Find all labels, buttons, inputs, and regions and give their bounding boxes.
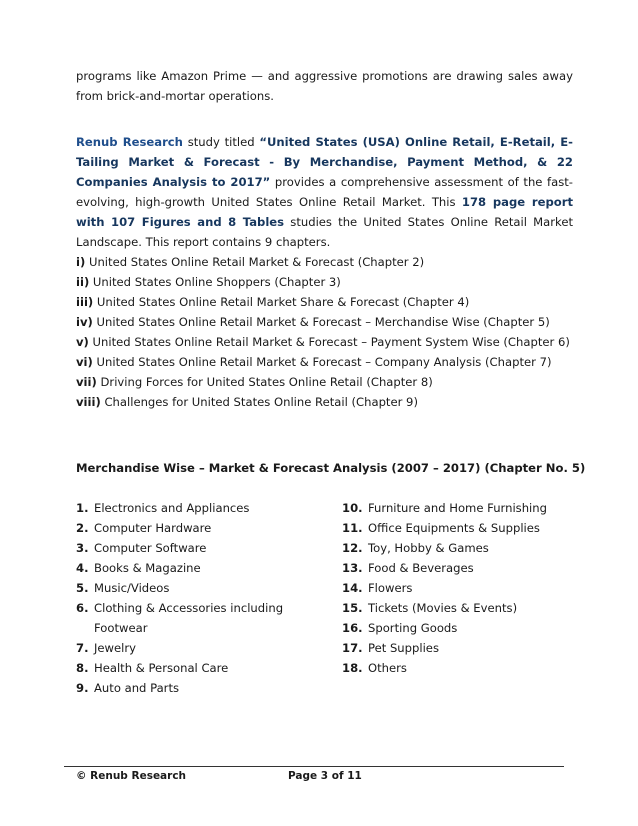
intro-text: programs like Amazon Prime — and aggressive promotions are drawing sales away from brick-and-mortar operations.	[76, 69, 573, 103]
list-item: 18. Others	[342, 661, 407, 675]
merchandise-heading: Merchandise Wise – Market & Forecast Analysis (2007 – 2017) (Chapter No. 5)	[76, 461, 586, 475]
chapter-item: iii) United States Online Retail Market Share & Forecast (Chapter 4)	[76, 295, 470, 309]
chapter-item: ii) United States Online Shoppers (Chapter 3)	[76, 275, 341, 289]
list-item: 15. Tickets (Movies & Events)	[342, 601, 518, 615]
chapter-item: v) United States Online Retail Market & Forecast – Payment System Wise (Chapter 6)	[76, 335, 570, 349]
list-item: 11. Office Equipments & Supplies	[342, 521, 540, 535]
merchandise-list-right	[342, 498, 582, 678]
list-item: 13. Food & Beverages	[342, 561, 474, 575]
chapter-item: iv) United States Online Retail Market & Forecast – Merchandise Wise (Chapter 5)	[76, 315, 550, 329]
merchandise-list-left	[76, 498, 316, 698]
list-item: 16. Sporting Goods	[342, 621, 458, 635]
list-item: 14. Flowers	[342, 581, 413, 595]
summary-text-1: study titled	[182, 135, 260, 149]
intro-paragraph	[76, 66, 573, 106]
report-size: 178 page report with 107 Figures and 8 Tables	[76, 195, 573, 229]
list-item: 2. Computer Hardware	[76, 521, 212, 535]
report-title: “United States (USA) Online Retail, E-Retail, E-Tailing Market & Forecast - By Merchandise, Payment Method, & 22 Companies Analysis to 2017”	[76, 135, 573, 189]
footer-divider	[64, 766, 564, 767]
list-item: 7. Jewelry	[76, 641, 137, 655]
list-item: 3. Computer Software	[76, 541, 207, 555]
publisher-name: Renub Research	[76, 135, 183, 149]
summary-text-2: provides a comprehensive assessment of the fast-evolving, high-growth United States Online Retail Market. This	[76, 175, 573, 209]
summary-text-3: studies the United States Online Retail Market Landscape. This report contains 9 chapters.	[76, 215, 574, 249]
chapter-item: i) United States Online Retail Market & Forecast (Chapter 2)	[76, 255, 425, 269]
list-item: 5. Music/Videos	[76, 581, 170, 595]
list-item: 6. Clothing & Accessories including	[76, 601, 284, 615]
list-item: 1. Electronics and Appliances	[76, 501, 250, 515]
chapter-item: vii) Driving Forces for United States Online Retail (Chapter 8)	[76, 375, 433, 389]
list-item: Footwear	[94, 621, 148, 635]
list-item: 9. Auto and Parts	[76, 681, 180, 695]
summary-paragraph	[76, 132, 573, 252]
footer-page-number: Page 3 of 11	[288, 770, 362, 782]
list-item: 4. Books & Magazine	[76, 561, 201, 575]
chapter-item: viii) Challenges for United States Online Retail (Chapter 9)	[76, 395, 418, 409]
list-item: 10. Furniture and Home Furnishing	[342, 501, 547, 515]
footer-copyright: © Renub Research	[76, 770, 187, 782]
list-item: 12. Toy, Hobby & Games	[342, 541, 489, 555]
list-item: 17. Pet Supplies	[342, 641, 439, 655]
chapter-item: vi) United States Online Retail Market & Forecast – Company Analysis (Chapter 7)	[76, 355, 552, 369]
list-item: 8. Health & Personal Care	[76, 661, 229, 675]
